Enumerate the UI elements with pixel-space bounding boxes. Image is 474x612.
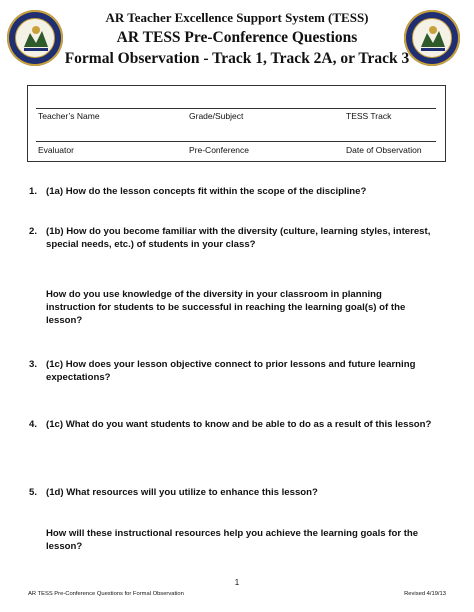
question-text: (1d) What resources will you utilize to enhance this lesson?	[46, 487, 318, 498]
question-text: (1c) What do you want students to know and be able to do as a result of this lesson?	[46, 419, 432, 430]
page-number: 1	[234, 578, 240, 587]
question-number: 4.	[29, 419, 38, 430]
footer-revised: Revised 4/19/13	[404, 591, 446, 597]
footer-document-name: AR TESS Pre-Conference Questions for Formal Observation	[28, 591, 184, 597]
question-text: (1b) How do you become familiar with the diversity (culture, learning styles, interest, special needs, etc.) of students in your class?	[46, 226, 431, 250]
question-text: How do you use knowledge of the diversity in your classroom in planning instruction for students to be successful in reaching the learning goal(s) of the lesson?	[46, 289, 406, 326]
teacher-name-label: Teacher’s Name	[38, 111, 100, 121]
question-number: 2.	[29, 226, 38, 237]
pre-conference-label: Pre-Conference	[189, 145, 250, 155]
date-of-observation-label: Date of Observation	[346, 145, 422, 155]
question-text: (1c) How does your lesson objective connect to prior lessons and future learning expectations?	[46, 359, 416, 383]
info-line-2[interactable]	[36, 141, 436, 142]
question-text: (1a) How do the lesson concepts fit within the scope of the discipline?	[46, 186, 367, 197]
question-text: How will these instructional resources help you achieve the learning goals for the lesson?	[46, 528, 419, 552]
info-line-1[interactable]	[36, 108, 436, 109]
grade-subject-label: Grade/Subject	[189, 111, 244, 121]
page-title: AR TESS Pre-Conference Questions	[116, 29, 358, 46]
page-subtitle: Formal Observation - Track 1, Track 2A, or Track 3	[64, 50, 410, 67]
question-number: 1.	[29, 186, 38, 197]
question-number: 5.	[29, 487, 38, 498]
system-name: AR Teacher Excellence Support System (TESS)	[105, 10, 369, 25]
tess-track-label: TESS Track	[346, 111, 392, 121]
question-number: 3.	[29, 359, 38, 370]
evaluator-label: Evaluator	[38, 145, 74, 155]
